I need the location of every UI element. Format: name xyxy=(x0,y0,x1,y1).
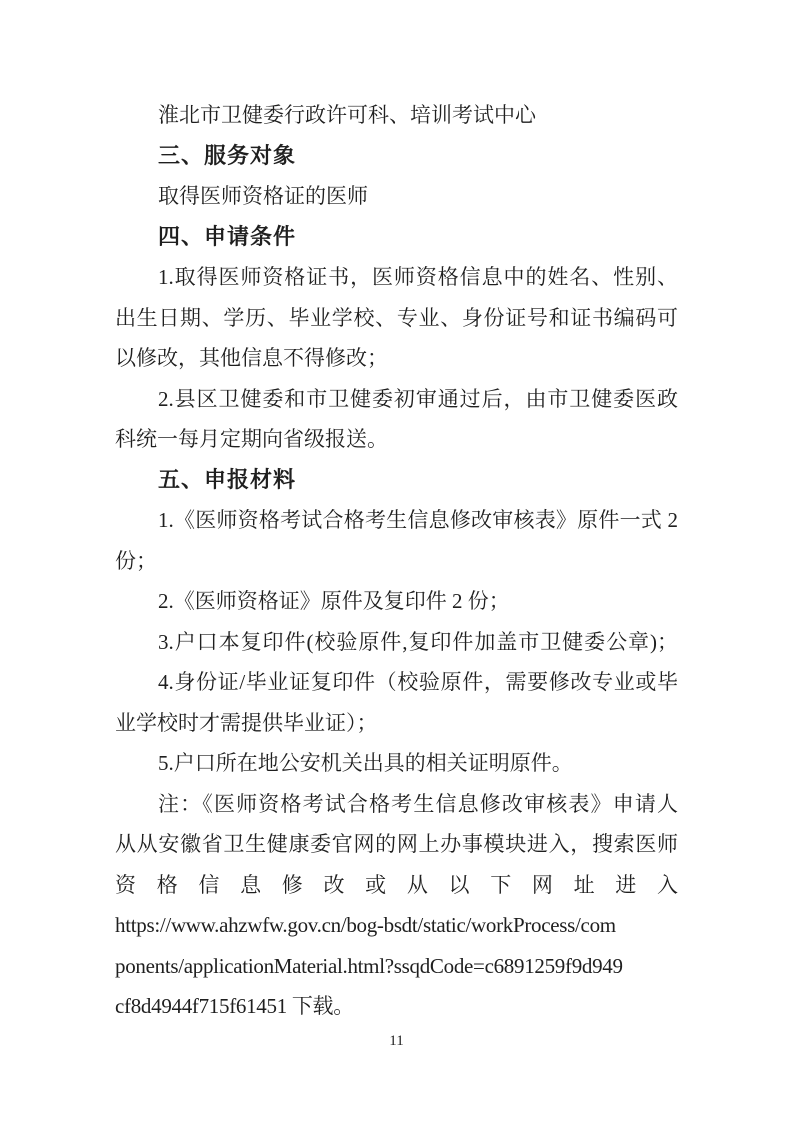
text-line: 淮北市卫健委行政许可科、培训考试中心 xyxy=(158,103,536,127)
url-line: cf8d4944f715f61451 下载。 xyxy=(115,994,354,1018)
section-heading-materials: 五、申报材料 xyxy=(158,466,297,492)
section-heading-service: 三、服务对象 xyxy=(158,142,297,168)
text-line: 取得医师资格证的医师 xyxy=(158,184,368,208)
text-line: 5.户口所在地公安机关出具的相关证明原件。 xyxy=(158,751,573,775)
text-line: 1.取得医师资格证书，医师资格信息中的姓名、性别、 xyxy=(158,265,678,289)
text-line: 2.县区卫健委和市卫健委初审通过后，由市卫健委医政 xyxy=(158,386,678,411)
document-body xyxy=(115,95,678,1027)
section-heading-conditions: 四、申请条件 xyxy=(158,223,297,249)
url-line: https://www.ahzwfw.gov.cn/bog-bsdt/static/workProcess/com xyxy=(115,913,616,937)
note-line: 资格信息修改或从以下网址进入 xyxy=(115,872,678,897)
text-line: 份； xyxy=(115,548,157,573)
text-line: 3.户口本复印件(校验原件,复印件加盖市卫健委公章)； xyxy=(158,629,678,654)
text-line: 科统一每月定期向省级报送。 xyxy=(115,427,388,451)
text-line: 2.《医师资格证》原件及复印件 2 份； xyxy=(158,589,510,613)
page-number: 11 xyxy=(389,1033,404,1049)
text-line: 1.《医师资格考试合格考生信息修改审核表》原件一式 2 xyxy=(158,508,678,532)
text-line: 出生日期、学历、毕业学校、专业、身份证号和证书编码可 xyxy=(115,305,678,330)
text-line: 以修改，其他信息不得修改； xyxy=(115,346,388,370)
note-line: 从从安徽省卫生健康委官网的网上办事模块进入，搜索医师 xyxy=(115,832,678,856)
note-line: 注：《医师资格考试合格考生信息修改审核表》申请人 xyxy=(158,791,678,816)
text-line: 业学校时才需提供毕业证）； xyxy=(115,710,378,735)
url-line: ponents/applicationMaterial.html?ssqdCode=c6891259f9d949 xyxy=(115,953,623,978)
text-line: 4.身份证/毕业证复印件（校验原件，需要修改专业或毕 xyxy=(158,670,678,694)
